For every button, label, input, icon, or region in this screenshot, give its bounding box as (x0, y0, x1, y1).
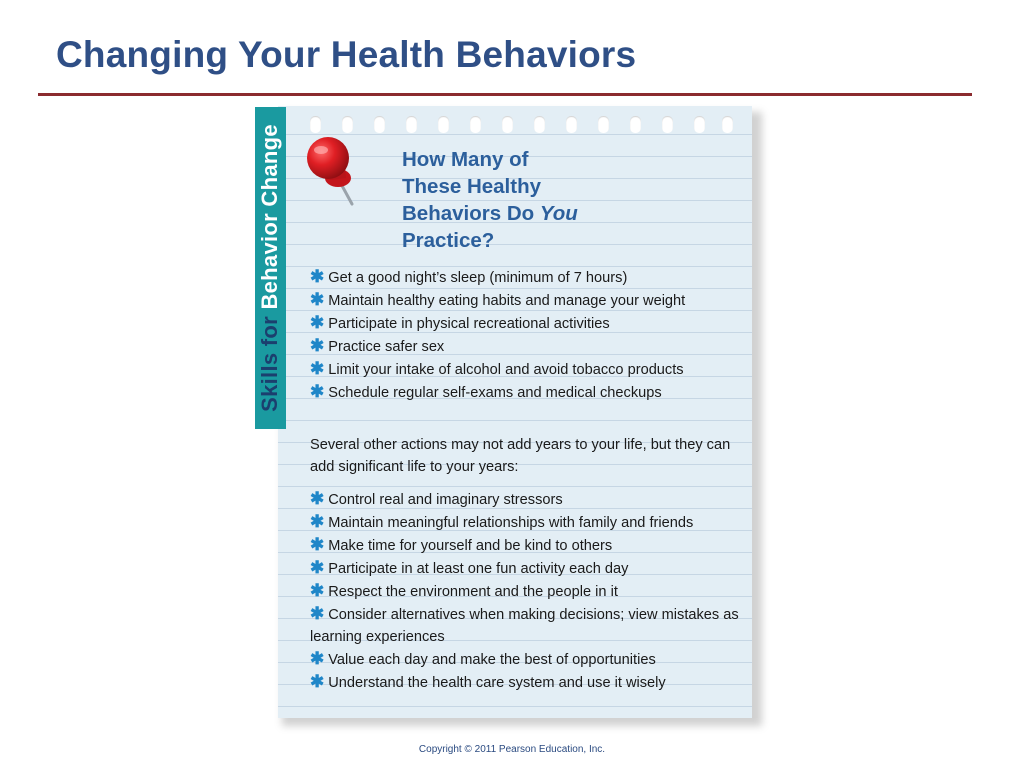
title-divider (38, 93, 972, 96)
notebook-hole (374, 116, 385, 133)
heading-line: How Many of (402, 148, 529, 171)
list-item-text: Limit your intake of alcohol and avoid tobacco products (328, 362, 684, 378)
life-quality-list (310, 488, 748, 694)
side-tab-label (257, 124, 283, 412)
notebook-hole (722, 116, 733, 133)
asterisk-icon: ✱ (310, 336, 325, 355)
list-item (310, 381, 748, 404)
list-item-text: Schedule regular self-exams and medical checkups (328, 385, 662, 401)
copyright-notice: Copyright © 2011 Pearson Education, Inc. (418, 744, 606, 755)
notebook-hole (534, 116, 545, 133)
pushpin-icon (296, 130, 366, 210)
list-item-text: Practice safer sex (328, 339, 445, 355)
notebook-hole (694, 116, 705, 133)
list-item-text: Maintain meaningful relationships with family and friends (328, 515, 694, 531)
list-item (310, 557, 748, 580)
list-item-text: Understand the health care system and use it wisely (328, 675, 666, 691)
list-item-text: Respect the environment and the people in it (328, 584, 618, 600)
list-item (310, 648, 748, 671)
heading-emphasis: You (539, 202, 578, 225)
healthy-behaviors-list (310, 266, 748, 404)
intro-paragraph: Several other actions may not add years to your life, but they can add significant life to your years: (310, 437, 731, 475)
list-item-text: Value each day and make the best of opportunities (328, 652, 656, 668)
heading-line: These Healthy (402, 175, 541, 198)
list-item-text: Make time for yourself and be kind to others (328, 538, 613, 554)
asterisk-icon: ✱ (310, 672, 325, 691)
asterisk-icon: ✱ (310, 512, 325, 531)
asterisk-icon: ✱ (310, 313, 325, 332)
list-item (310, 358, 748, 381)
notebook-hole (566, 116, 577, 133)
list-item (310, 603, 748, 648)
heading-line3-prefix: Behaviors Do (402, 202, 540, 225)
asterisk-icon: ✱ (310, 604, 325, 623)
asterisk-icon: ✱ (310, 267, 325, 286)
list-item (310, 488, 748, 511)
list-item (310, 266, 748, 289)
side-tab-label-part2: Behavior Change (257, 124, 282, 310)
asterisk-icon: ✱ (310, 359, 325, 378)
notebook-hole (502, 116, 513, 133)
asterisk-icon: ✱ (310, 581, 325, 600)
list-item-text: Consider alternatives when making decisions; view mistakes as learning experiences (310, 607, 739, 645)
asterisk-icon: ✱ (310, 290, 325, 309)
notebook-hole (438, 116, 449, 133)
notebook-hole (470, 116, 481, 133)
list-item-text: Participate in physical recreational activities (328, 316, 610, 332)
list-item (310, 312, 748, 335)
asterisk-icon: ✱ (310, 649, 325, 668)
list-item-text: Get a good night’s sleep (minimum of 7 hours) (328, 270, 628, 286)
heading-line (402, 200, 578, 227)
notebook-hole (662, 116, 673, 133)
asterisk-icon: ✱ (310, 382, 325, 401)
list-item-text: Maintain healthy eating habits and manage your weight (328, 293, 686, 309)
list-item (310, 511, 748, 534)
asterisk-icon: ✱ (310, 535, 325, 554)
card-heading (402, 146, 578, 254)
notebook-hole (406, 116, 417, 133)
list-item (310, 671, 748, 694)
list-item (310, 335, 748, 358)
notebook-hole (630, 116, 641, 133)
asterisk-icon: ✱ (310, 489, 325, 508)
list-item (310, 580, 748, 603)
side-tab-label-part1: Skills for (257, 309, 282, 412)
slide-title: Changing Your Health Behaviors (56, 34, 637, 75)
notebook-hole (598, 116, 609, 133)
list-item-text: Participate in at least one fun activity each day (328, 561, 629, 577)
list-item (310, 289, 748, 312)
list-item (310, 534, 748, 557)
heading-line: Practice? (402, 229, 495, 252)
asterisk-icon: ✱ (310, 558, 325, 577)
list-item-text: Control real and imaginary stressors (328, 492, 563, 508)
